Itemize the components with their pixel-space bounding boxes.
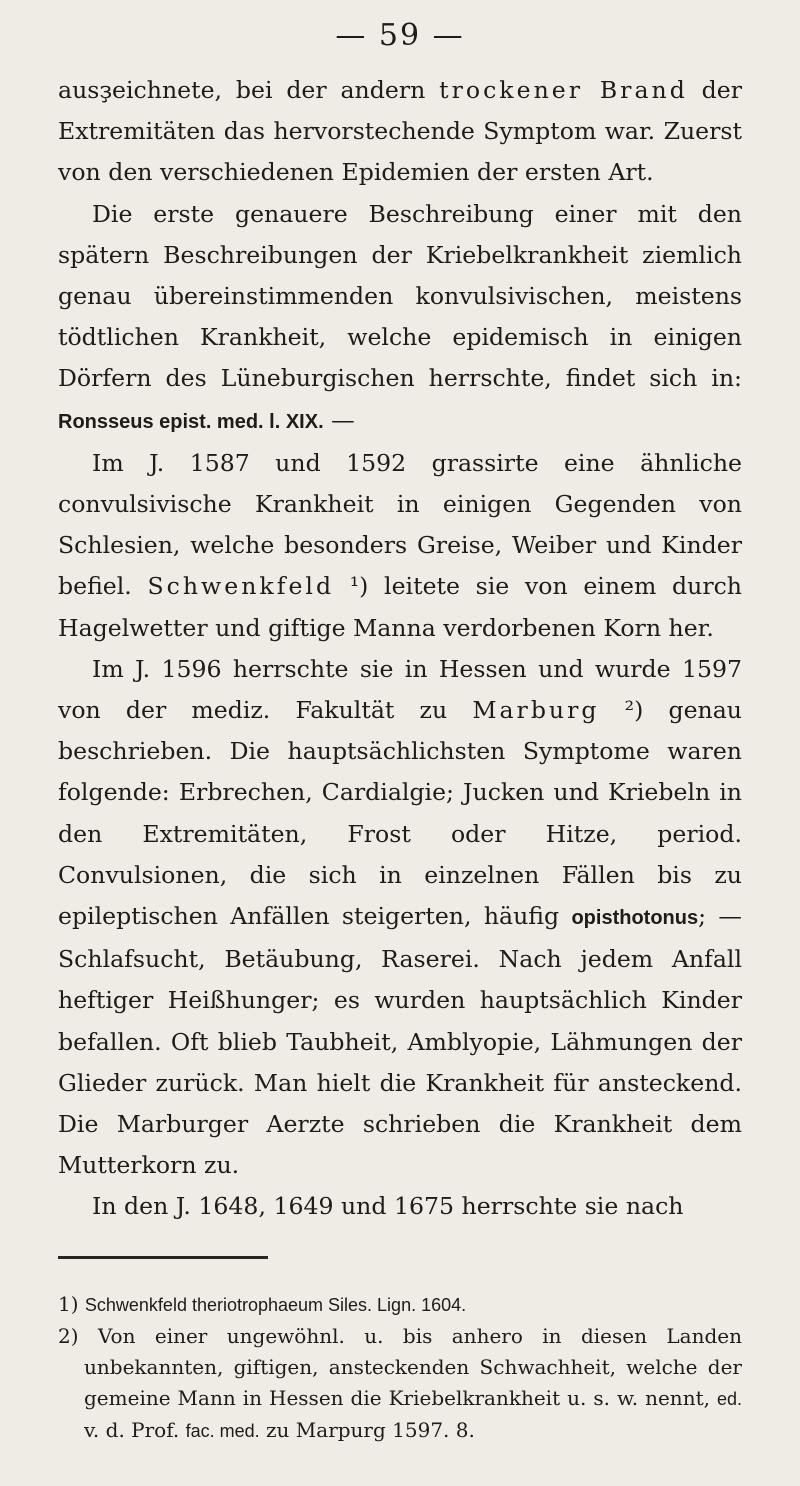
paragraph [58, 649, 742, 1187]
footnote [58, 1289, 742, 1321]
footnote [58, 1321, 742, 1447]
main-text [58, 70, 742, 1228]
footnote-text: 1) [58, 1291, 85, 1316]
emphasized-text: Ronsseus epist. med. l. XIX. [58, 410, 324, 433]
text-run: der Extremitäten das hervorstechende Symptom war. Zuerst von den verschiedenen Epidemien der ersten Art. [58, 76, 742, 187]
paragraph [58, 70, 742, 194]
footnote-text: zu Marpurg 1597. 8. [259, 1417, 475, 1442]
emphasized-text: opisthotonus [571, 907, 699, 930]
page-number: — 59 — [335, 18, 465, 53]
text-run: ausҙeichnete, bei der andern [58, 76, 440, 104]
footnote-separator [58, 1256, 268, 1259]
text-run: ; — Schlafsucht, Betäubung, Raserei. Nach jedem Anfall heftiger Heißhunger; es wurden hauptsächlich Kinder befallen. Oft blieb Taubheit, Amblyopie, Lähmungen der Glieder zurück. Man hielt die Krankheit für ansteckend. Die Marburger Aerzte schrieben die Krankheit dem Mutterkorn zu. [58, 902, 742, 1180]
text-run: ²) genau beschrieben. Die hauptsächlichsten Symptome waren folgende: Erbrechen, Cardialgie; Jucken und Kriebeln in den Extremitäten, Frost oder Hitze, period. Convulsionen, die sich in einzelnen Fällen bis zu epileptischen Anfällen steigerten, häufig [58, 696, 743, 931]
paragraph [58, 1186, 742, 1227]
text-run: In den J. 1648, 1649 und 1675 herrschte sie nach [92, 1192, 684, 1221]
paragraph [58, 194, 742, 443]
paragraph [58, 443, 742, 649]
emphasized-text: trockener Brand [439, 76, 688, 104]
text-run: ¹) leitete sie von einem durch Hagelwetter und giftige Manna verdorbenen Korn her. [58, 572, 743, 642]
footnote-text: fac. med. [185, 1420, 260, 1441]
footnote-text: ed. [716, 1388, 742, 1409]
text-run: Im J. 1596 herrschte sie in Hessen und wurde 1597 von der mediz. Fakultät zu [58, 654, 742, 725]
emphasized-text: Schwenkfeld [147, 572, 335, 601]
footnote-text: 2) Von einer ungewöhnl. u. bis anhero in diesen Landen unbekannten, giftigen, ansteckenden Schwachheit, welche der gemeine Mann in Hessen die Kriebelkrankheit u. s. w. nennt, [58, 1323, 742, 1410]
footnote-text: Schwenkfeld theriotrophaeum Siles. Lign. 1604. [84, 1294, 467, 1315]
emphasized-text: Marburg [472, 696, 600, 725]
footnotes [58, 1289, 742, 1447]
footnote-text: v. d. Prof. [84, 1417, 186, 1442]
text-run: Im J. 1587 und 1592 grassirte eine ähnliche convulsivische Krankheit in einigen Gegenden von Schlesien, welche besonders Greise, Weiber und Kinder befiel. [58, 448, 742, 601]
text-run: — [323, 405, 355, 434]
text-run: Die erste genauere Beschreibung einer mit den spätern Beschreibungen der Kriebelkrankheit ziemlich genau übereinstimmenden konvulsivischen, meistens tödtlichen Krankheit, welche epidemisch in einigen Dörfern des Lüneburgischen herrschte, findet sich in: [58, 199, 742, 393]
